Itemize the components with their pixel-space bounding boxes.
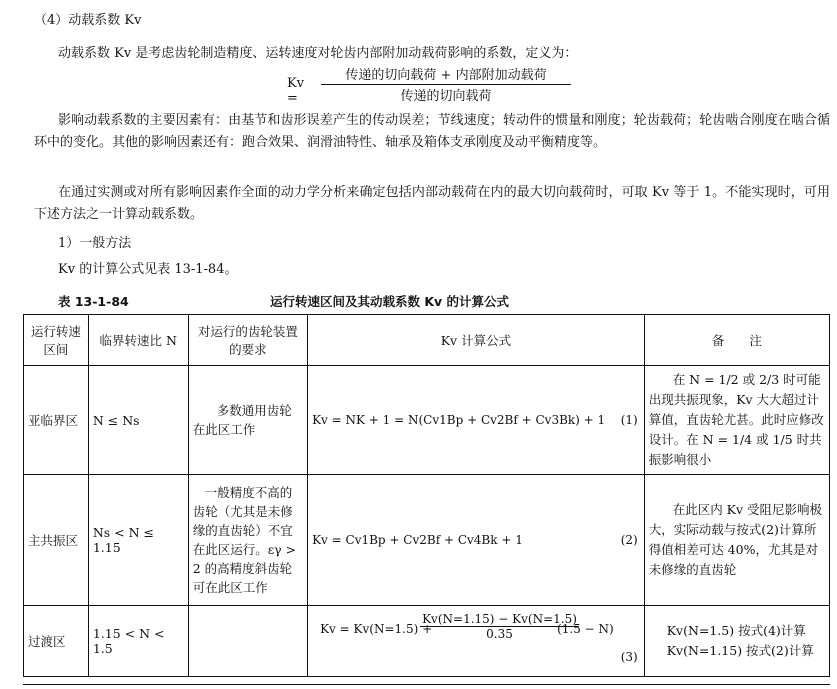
formula-cell xyxy=(308,475,645,606)
fraction-numerator: Kv(N=1.15) − Kv(N=1.5) xyxy=(422,612,577,626)
formula-cell xyxy=(308,366,645,475)
formula-text: Kv = Cv1Bp + Cv2Bf + Cv4Bk + 1 xyxy=(312,533,523,547)
formula-text: Kv = NK + 1 = N(Cv1Bp + Cv2Bf + Cv3Bk) + 1 xyxy=(312,413,606,427)
table-row xyxy=(24,475,830,606)
note-cell: 在此区内 Kv 受阻尼影响极大，实际动载与按式(2)计算所得值相差可达 40%，尤其是对未修缘的直齿轮 xyxy=(644,475,829,606)
requirement-cell: 多数通用齿轮在此区工作 xyxy=(188,366,307,475)
table-caption: 运行转速区间及其动载系数 Kv 的计算公式 xyxy=(270,294,510,309)
requirement-cell xyxy=(188,606,307,677)
table-number: 表 13-1-84 xyxy=(58,294,129,309)
formula-tail: (1.5 − N) xyxy=(557,622,614,636)
table-header-row xyxy=(24,315,830,366)
note-line: Kv(N=1.15) 按式(2)计算 xyxy=(666,643,814,658)
section-heading: （4）动载系数 Kv xyxy=(34,13,142,28)
equation-number: (1) xyxy=(620,413,638,427)
method-heading: 1）一般方法 xyxy=(58,236,132,251)
formula-numerator: 传递的切向载荷 + 内部附加动载荷 xyxy=(321,64,571,85)
ratio-cell: Ns < N ≤ 1.15 xyxy=(88,475,188,606)
equation-number: (2) xyxy=(620,533,638,547)
header-zone: 运行转速区间 xyxy=(24,315,89,366)
header-ratio: 临界转速比 N xyxy=(88,315,188,366)
paragraph-test: 在通过实测或对所有影响因素作全面的动力学分析来确定包括内部动载荷在内的最大切向载荷时，可取 Kv 等于 1。不能实现时，可用下述方法之一计算动载系数。 xyxy=(34,185,830,222)
zone-cell: 过渡区 xyxy=(24,606,89,677)
note-cell: 在 N = 1/2 或 2/3 时可能出现共振现象，Kv 大大超过计算值，直齿轮尤甚。此时应修改设计。在 N = 1/4 或 1/5 时共振影响很小 xyxy=(644,366,829,475)
fraction-denominator: 0.35 xyxy=(486,627,513,641)
equation-number: (3) xyxy=(620,650,638,664)
method-reference: Kv 的计算公式见表 13-1-84。 xyxy=(58,262,238,277)
header-requirement: 对运行的齿轮装置的要求 xyxy=(188,315,307,366)
formula-lhs: Kv = Kv(N=1.5) + xyxy=(320,622,433,636)
formula-fraction xyxy=(420,612,579,641)
paragraph-factors: 影响动载系数的主要因素有：由基节和齿形误差产生的传动误差；节线速度；转动件的惯量和刚度；轮齿载荷；轮齿啮合刚度在啮合循环中的变化。其他的影响因素还有：跑合效果、润滑油特性、轴承及箱体支承刚度及动平衡精度等。 xyxy=(34,113,830,150)
formula-denominator: 传递的切向载荷 xyxy=(400,89,492,104)
ratio-cell: 1.15 < N < 1.5 xyxy=(88,606,188,677)
note-cell xyxy=(644,606,829,677)
kv-formula-table xyxy=(23,314,830,677)
note-line: Kv(N=1.5) 按式(4)计算 xyxy=(666,623,806,638)
table-row xyxy=(24,606,830,677)
zone-cell: 亚临界区 xyxy=(24,366,89,475)
table-bottom-rule xyxy=(23,684,830,685)
header-formula: Kv 计算公式 xyxy=(308,315,645,366)
header-note: 备 注 xyxy=(644,315,829,366)
requirement-cell: 一般精度不高的齿轮（尤其是未修缘的直齿轮）不宜在此区运行。εγ > 2 的高精度斜齿轮可在此区工作 xyxy=(188,475,307,606)
formula-cell xyxy=(308,606,645,677)
ratio-cell: N ≤ Ns xyxy=(88,366,188,475)
definition-text: 动载系数 Kv 是考虑齿轮制造精度、运转速度对轮齿内部附加动载荷影响的系数，定义为： xyxy=(58,46,578,61)
table-row xyxy=(24,366,830,475)
zone-cell: 主共振区 xyxy=(24,475,89,606)
formula-lhs: Kv = xyxy=(287,76,305,106)
